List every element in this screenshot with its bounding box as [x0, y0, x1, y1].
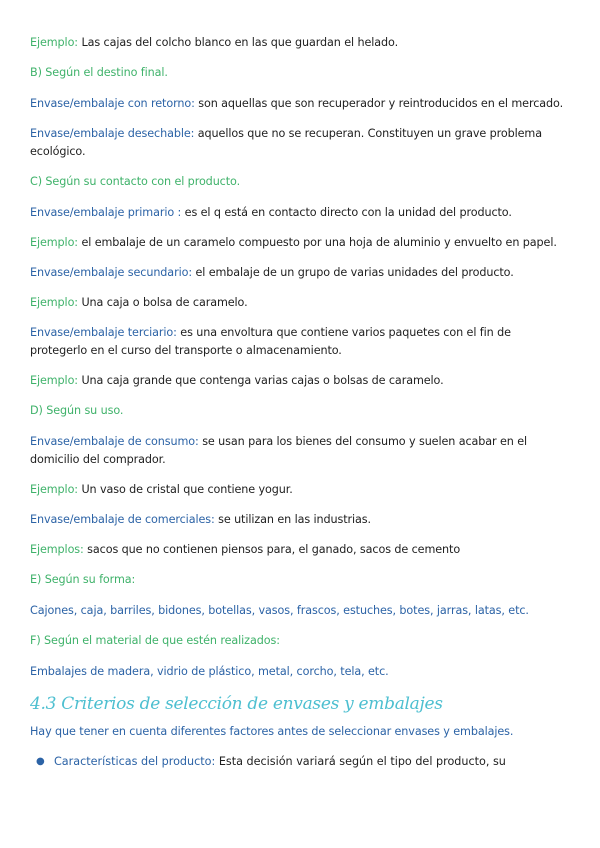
paragraph-text: el embalaje de un grupo de varias unidades del producto.	[192, 266, 514, 279]
paragraph-label: Envase/embalaje terciario:	[30, 326, 177, 339]
paragraph-label: Envase/embalaje desechable:	[30, 127, 195, 140]
paragraph-label: B) Según el destino final.	[30, 66, 168, 79]
paragraph-label: Cajones, caja, barriles, bidones, botellas, vasos, frascos, estuches, botes, jarras, latas, etc.	[30, 604, 529, 617]
paragraph-text: es una envoltura que contiene varios paquetes con el fin de protegerlo en el curso del transporte o almacenamiento.	[30, 326, 511, 357]
bullet-text: Esta decisión variará según el tipo del producto, su	[215, 755, 506, 768]
paragraph-label: Envase/embalaje con retorno:	[30, 97, 195, 110]
paragraph-text: es el q está en contacto directo con la unidad del producto.	[181, 206, 512, 219]
paragraph-label: Ejemplo:	[30, 36, 78, 49]
section-heading	[30, 402, 570, 420]
paragraph-label: Envase/embalaje de comerciales:	[30, 513, 215, 526]
paragraph	[30, 481, 570, 499]
paragraph-text: Una caja o bolsa de caramelo.	[77, 296, 248, 309]
paragraph-text: Las cajas del colcho blanco en las que guardan el helado.	[77, 36, 399, 49]
section-heading	[30, 173, 570, 191]
paragraph-label: Ejemplo:	[30, 483, 78, 496]
paragraph-label: Embalajes de madera, vidrio de plástico, metal, corcho, tela, etc.	[30, 665, 389, 678]
paragraph	[30, 324, 570, 360]
paragraph-text: son aquellas que son recuperador y reintroducidos en el mercado.	[194, 97, 564, 110]
paragraph-label: C) Según su contacto con el producto.	[30, 175, 241, 188]
paragraph-label: Ejemplo:	[30, 374, 78, 387]
paragraph-text: sacos que no contienen piensos para, el ganado, sacos de cemento	[83, 543, 461, 556]
section-heading	[30, 64, 570, 82]
paragraph-text: se usan para los bienes del consumo y suelen acabar en el domicilio del comprador.	[30, 435, 528, 466]
paragraph-label: Envase/embalaje de consumo:	[30, 435, 199, 448]
paragraph	[30, 34, 570, 52]
paragraph	[30, 433, 570, 469]
paragraph-label: E) Según su forma:	[30, 573, 136, 586]
paragraph-label: F) Según el material de que estén realizados:	[30, 634, 280, 647]
paragraph-label: Ejemplo:	[30, 296, 78, 309]
paragraph-label: Envase/embalaje primario :	[30, 206, 182, 219]
paragraph-label: Ejemplos:	[30, 543, 84, 556]
bullet-item	[36, 753, 570, 771]
paragraph	[30, 294, 570, 312]
paragraph	[30, 234, 570, 252]
bullet-icon: ●	[36, 756, 45, 767]
paragraph-text: Una caja grande que contenga varias cajas o bolsas de caramelo.	[77, 374, 444, 387]
paragraph-label: D) Según su uso.	[30, 404, 124, 417]
paragraph	[30, 602, 570, 620]
paragraph	[30, 372, 570, 390]
paragraph-text: aquellos que no se recuperan. Constituyen un grave problema ecológico.	[30, 127, 542, 158]
paragraph-text: se utilizan en las industrias.	[214, 513, 371, 526]
section-heading	[30, 632, 570, 650]
bullet-label: Características del producto:	[54, 755, 216, 768]
paragraph	[30, 125, 570, 161]
paragraph	[30, 541, 570, 559]
paragraph	[30, 204, 570, 222]
section-heading	[30, 571, 570, 589]
paragraph	[30, 95, 570, 113]
paragraph	[30, 663, 570, 681]
paragraph-label: Envase/embalaje secundario:	[30, 266, 192, 279]
section-title: 4.3 Criterios de selección de envases y embalajes	[30, 694, 443, 714]
paragraph-text: Un vaso de cristal que contiene yogur.	[77, 483, 293, 496]
paragraph-text: el embalaje de un caramelo compuesto por una hoja de aluminio y envuelto en papel.	[77, 236, 557, 249]
content-paragraphs	[30, 34, 570, 681]
paragraph-label: Ejemplo:	[30, 236, 78, 249]
section-intro: Hay que tener en cuenta diferentes factores antes de seleccionar envases y embalajes.	[30, 725, 514, 738]
paragraph	[30, 511, 570, 529]
bullet-list	[30, 753, 570, 771]
paragraph	[30, 264, 570, 282]
